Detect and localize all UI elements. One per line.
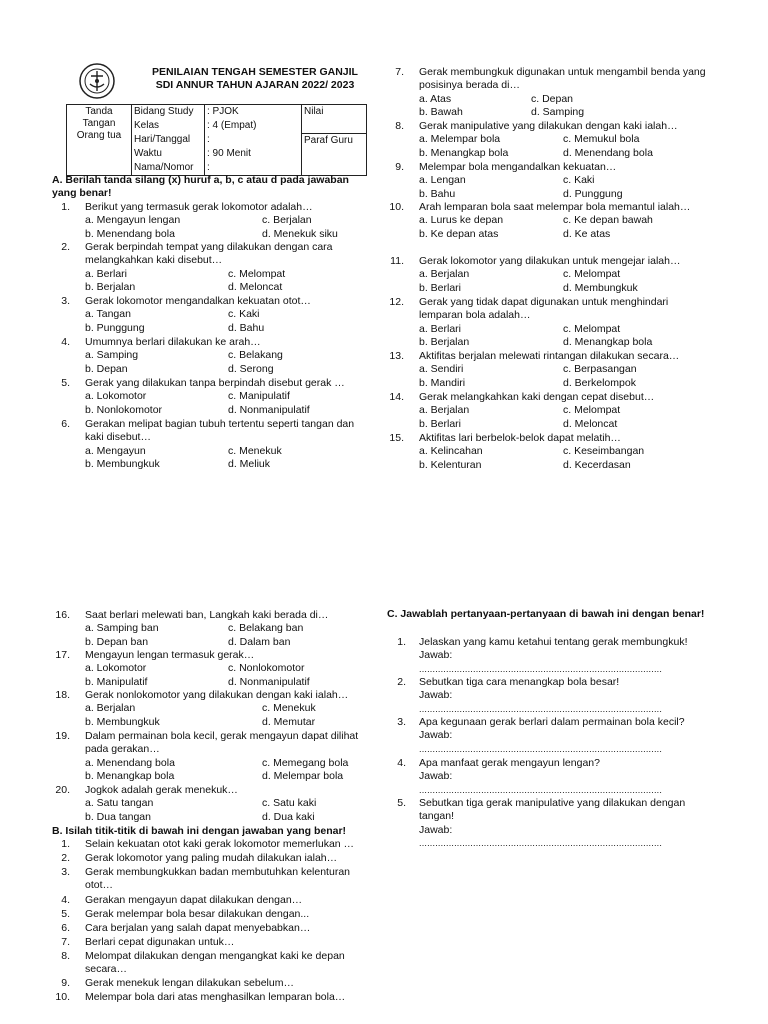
info-key: Waktu — [132, 147, 205, 161]
option-a[interactable]: a. Mengayun — [85, 444, 146, 457]
essay-question-text: Sebutkan tiga cara menangkap bola besar! — [419, 676, 620, 688]
option-d[interactable]: d. Ke atas — [563, 227, 611, 240]
fill-in-text: Gerak lokomotor yang paling mudah dilakukan ialah… — [85, 852, 338, 864]
info-key: Bidang Study — [132, 105, 205, 120]
option-a[interactable]: a. Samping ban — [85, 622, 159, 635]
school-year-title: SDI ANNUR TAHUN AJARAN 2022/ 2023 — [155, 79, 355, 91]
question-number: 2. — [61, 852, 70, 864]
question-text: Dalam permainan bola kecil, gerak mengayun dapat dilihat pada gerakan… — [85, 730, 359, 756]
fill-in-text: Melompat dilakukan dengan mengangkat kaki ke depan secara… — [85, 950, 345, 976]
option-d[interactable]: d. Menekuk siku — [262, 227, 338, 240]
parent-signature-cell: Tanda Tangan Orang tua — [67, 105, 132, 176]
fill-in-text: Gerak menekuk lengan dilakukan sebelum… — [85, 977, 294, 989]
option-d[interactable]: d. Nonmanipulatif — [228, 403, 310, 416]
answer-line[interactable]: .......................................................................................... — [419, 663, 663, 674]
option-b[interactable]: b. Manipulatif — [85, 675, 148, 688]
question-number: 4. — [61, 336, 70, 348]
question-number: 20. — [55, 784, 70, 796]
info-key: Nama/Nomor — [132, 161, 205, 176]
option-b[interactable]: b. Berjalan — [419, 336, 470, 349]
question-number: 17. — [55, 649, 70, 661]
question-number: 5. — [397, 797, 406, 809]
question-number: 13. — [389, 350, 404, 362]
question-text: Gerak lokomotor mengandalkan kekuatan otot… — [85, 295, 311, 307]
option-c[interactable]: c. Depan — [531, 92, 574, 105]
option-a[interactable]: a. Berjalan — [85, 702, 136, 715]
question-text: Saat berlari melewati ban, Langkah kaki berada di… — [85, 609, 329, 621]
section-b-title: B. Isilah titik-titik di bawah ini dengan jawaban yang benar! — [52, 825, 347, 837]
option-b[interactable]: b. Menendang bola — [85, 227, 175, 240]
option-b[interactable]: b. Membungkuk — [85, 715, 160, 728]
option-b[interactable]: b. Mandiri — [419, 376, 466, 389]
question-number: 9. — [395, 161, 404, 173]
info-key: Hari/Tanggal — [132, 133, 205, 147]
question-number: 4. — [397, 757, 406, 769]
paraf-cell: Paraf Guru — [302, 133, 367, 176]
question-text: Jogkok adalah gerak menekuk… — [85, 784, 238, 796]
option-c[interactable]: c. Melompat — [563, 404, 621, 417]
question-text: Gerak lokomotor yang dilakukan untuk mengejar ialah… — [419, 255, 681, 267]
question-number: 2. — [61, 241, 70, 253]
option-b[interactable]: b. Berlari — [419, 281, 462, 294]
option-b[interactable]: b. Bawah — [419, 106, 463, 119]
question-text: Mengayun lengan termasuk gerak… — [85, 649, 255, 661]
essay-question-text: Apa kegunaan gerak berlari dalam permainan bola kecil? — [419, 716, 685, 728]
question-number: 10. — [389, 201, 404, 213]
question-number: 10. — [55, 991, 70, 1003]
option-b[interactable]: b. Ke depan atas — [419, 227, 499, 240]
option-c[interactable]: c. Berjalan — [262, 214, 312, 227]
question-text: Aktifitas berjalan melewati rintangan dilakukan secara… — [419, 350, 680, 362]
option-a[interactable]: a. Mengayun lengan — [85, 214, 181, 227]
option-d[interactable]: d. Meloncat — [563, 417, 618, 430]
question-number: 1. — [397, 636, 406, 648]
option-b[interactable]: b. Berjalan — [85, 281, 136, 294]
option-a[interactable]: a. Berjalan — [419, 404, 470, 417]
info-value: : 4 (Empat) — [205, 119, 302, 133]
option-d[interactable]: d. Bahu — [228, 321, 265, 334]
question-number: 14. — [389, 391, 404, 403]
option-b[interactable]: b. Punggung — [85, 321, 145, 334]
question-number: 19. — [55, 730, 70, 742]
answer-label: Jawab: — [419, 689, 453, 702]
info-value: : 90 Menit — [205, 147, 302, 161]
question-number: 6. — [61, 418, 70, 430]
option-d[interactable]: d. Membungkuk — [563, 281, 638, 294]
info-key: Kelas — [132, 119, 205, 133]
option-d[interactable]: d. Dua kaki — [262, 810, 315, 823]
option-d[interactable]: d. Nonmanipulatif — [228, 675, 310, 688]
option-d[interactable]: d. Meliuk — [228, 458, 271, 471]
option-c[interactable]: c. Melompat — [228, 267, 286, 280]
question-number: 5. — [61, 908, 70, 920]
option-b[interactable]: b. Berlari — [419, 417, 462, 430]
option-c[interactable]: c. Kaki — [228, 308, 260, 321]
option-a[interactable]: a. Menendang bola — [85, 756, 175, 769]
section-a-title: A. Berilah tanda silang (x) huruf a, b, c atau d pada jawaban yang benar! — [52, 174, 349, 200]
nilai-cell: Nilai — [302, 105, 367, 134]
option-a[interactable]: a. Melempar bola — [419, 133, 501, 146]
question-number: 6. — [61, 922, 70, 934]
option-c[interactable]: c. Memegang bola — [262, 756, 349, 769]
answer-label: Jawab: — [419, 770, 453, 783]
question-text: Gerak melangkahkan kaki dengan cepat disebut… — [419, 391, 655, 403]
answer-line[interactable]: .......................................................................................... — [419, 703, 663, 714]
answer-line[interactable]: .......................................................................................... — [419, 838, 663, 849]
option-b[interactable]: b. Menangkap bola — [85, 770, 175, 783]
option-b[interactable]: b. Membungkuk — [85, 458, 160, 471]
option-a[interactable]: a. Lokomotor — [85, 390, 147, 403]
question-number: 1. — [61, 201, 70, 213]
option-b[interactable]: b. Depan — [85, 362, 128, 375]
info-value: : — [205, 133, 302, 147]
option-a[interactable]: a. Berjalan — [419, 268, 470, 281]
question-text: Gerak yang tidak dapat digunakan untuk menghindari lemparan bola adalah… — [419, 296, 669, 322]
question-text: Melempar bola mengandalkan kekuatan… — [419, 161, 617, 173]
question-text: Aktifitas lari berbelok-belok dapat melatih… — [419, 432, 621, 444]
fill-in-text: Cara berjalan yang salah dapat menyebabkan… — [85, 922, 311, 934]
option-c[interactable]: c. Memukul bola — [563, 133, 640, 146]
option-c[interactable]: c. Berpasangan — [563, 363, 637, 376]
question-text: Arah lemparan bola saat melempar bola memantul ialah… — [419, 201, 691, 213]
answer-label: Jawab: — [419, 649, 453, 662]
option-c[interactable]: c. Melompat — [563, 322, 621, 335]
option-c[interactable]: c. Keseimbangan — [563, 445, 645, 458]
question-number: 2. — [397, 676, 406, 688]
option-d[interactable]: d. Melempar bola — [262, 770, 344, 783]
question-number: 3. — [397, 716, 406, 728]
question-text: Berikut yang termasuk gerak lokomotor adalah… — [85, 201, 313, 213]
question-number: 7. — [61, 936, 70, 948]
option-c[interactable]: c. Satu kaki — [262, 797, 317, 810]
option-a[interactable]: a. Lokomotor — [85, 662, 147, 675]
option-a[interactable]: a. Kelincahan — [419, 445, 483, 458]
question-number: 7. — [395, 66, 404, 78]
fill-in-text: Selain kekuatan otot kaki gerak lokomotor memerlukan … — [85, 838, 355, 850]
option-a[interactable]: a. Samping — [85, 349, 139, 362]
option-a[interactable]: a. Lurus ke depan — [419, 214, 504, 227]
option-b[interactable]: b. Menangkap bola — [419, 146, 509, 159]
essay-question-text: Sebutkan tiga gerak manipulative yang dilakukan dengan tangan! — [419, 797, 686, 823]
fill-in-text: Gerak melempar bola besar dilakukan dengan... — [85, 908, 310, 920]
fill-in-text: Melempar bola dari atas menghasilkan lemparan bola… — [85, 991, 346, 1003]
option-b[interactable]: b. Bahu — [419, 187, 456, 200]
section-c-title: C. Jawablah pertanyaan-pertanyaan di bawah ini dengan benar! — [387, 608, 705, 620]
question-number: 8. — [395, 120, 404, 132]
question-number: 11. — [390, 255, 404, 267]
option-b[interactable]: b. Depan ban — [85, 635, 149, 648]
question-number: 4. — [61, 894, 70, 906]
question-text: Gerak yang dilakukan tanpa berpindah disebut gerak … — [85, 377, 345, 389]
question-number: 18. — [55, 689, 70, 701]
option-d[interactable]: d. Punggung — [563, 187, 623, 200]
option-d[interactable]: d. Samping — [531, 106, 585, 119]
answer-line[interactable]: .......................................................................................... — [419, 784, 663, 795]
option-c[interactable]: c. Belakang ban — [228, 622, 304, 635]
option-a[interactable]: a. Atas — [419, 92, 452, 105]
question-text: Gerakan melipat bagian tubuh tertentu seperti tangan dan kaki disebut… — [85, 418, 355, 444]
option-c[interactable]: c. Melompat — [563, 268, 621, 281]
option-d[interactable]: d. Menangkap bola — [563, 336, 653, 349]
option-a[interactable]: a. Lengan — [419, 174, 466, 187]
school-logo — [78, 62, 116, 100]
option-c[interactable]: c. Ke depan bawah — [563, 214, 653, 227]
option-c[interactable]: c. Belakang — [228, 349, 283, 362]
student-info-table — [66, 104, 367, 176]
answer-label: Jawab: — [419, 823, 453, 836]
option-c[interactable]: c. Kaki — [563, 174, 595, 187]
question-text: Gerak manipulative yang dilakukan dengan kaki ialah… — [419, 120, 678, 132]
option-d[interactable]: d. Kecerdasan — [563, 458, 631, 471]
question-number: 8. — [61, 950, 70, 962]
question-number: 15. — [389, 432, 404, 444]
essay-question-text: Jelaskan yang kamu ketahui tentang gerak membungkuk! — [419, 636, 688, 648]
fill-in-text: Gerak membungkukkan badan membutuhkan kelenturan otot… — [85, 866, 350, 892]
question-number: 1. — [61, 838, 70, 850]
question-number: 5. — [61, 377, 70, 389]
option-d[interactable]: d. Berkelompok — [563, 376, 636, 389]
option-a[interactable]: a. Satu tangan — [85, 797, 154, 810]
question-number: 3. — [61, 295, 70, 307]
exam-title: PENILAIAN TENGAH SEMESTER GANJIL — [152, 66, 358, 78]
answer-label: Jawab: — [419, 729, 453, 742]
option-a[interactable]: a. Berlari — [85, 267, 128, 280]
option-b[interactable]: b. Kelenturan — [419, 458, 482, 471]
option-d[interactable]: d. Meloncat — [228, 281, 283, 294]
option-b[interactable]: b. Nonlokomotor — [85, 403, 163, 416]
fill-in-text: Gerakan mengayun dapat dilakukan dengan… — [85, 894, 303, 906]
option-b[interactable]: b. Dua tangan — [85, 810, 151, 823]
question-text: Gerak membungkuk digunakan untuk mengambil benda yang posisinya berada di… — [419, 66, 706, 92]
option-c[interactable]: c. Nonlokomotor — [228, 662, 305, 675]
option-d[interactable]: d. Dalam ban — [228, 635, 291, 648]
info-value: : PJOK — [205, 105, 302, 120]
question-number: 3. — [61, 866, 70, 878]
option-c[interactable]: c. Manipulatif — [228, 390, 290, 403]
option-c[interactable]: c. Menekuk — [262, 702, 316, 715]
option-d[interactable]: d. Serong — [228, 362, 274, 375]
question-text: Gerak nonlokomotor yang dilakukan dengan kaki ialah… — [85, 689, 349, 701]
option-d[interactable]: d. Memutar — [262, 715, 316, 728]
fill-in-text: Berlari cepat digunakan untuk… — [85, 936, 235, 948]
option-c[interactable]: c. Menekuk — [228, 444, 282, 457]
question-number: 9. — [61, 977, 70, 989]
question-text: Umumnya berlari dilakukan ke arah… — [85, 336, 261, 348]
option-a[interactable]: a. Berlari — [419, 322, 462, 335]
option-a[interactable]: a. Tangan — [85, 308, 131, 321]
info-value: : — [205, 161, 302, 176]
essay-question-text: Apa manfaat gerak mengayun lengan? — [419, 757, 600, 769]
answer-line[interactable]: .......................................................................................... — [419, 743, 663, 754]
question-number: 12. — [389, 296, 404, 308]
question-number: 16. — [55, 609, 70, 621]
question-text: Gerak berpindah tempat yang dilakukan dengan cara melangkahkan kaki disebut… — [85, 241, 333, 267]
option-a[interactable]: a. Sendiri — [419, 363, 464, 376]
option-d[interactable]: d. Menendang bola — [563, 146, 653, 159]
